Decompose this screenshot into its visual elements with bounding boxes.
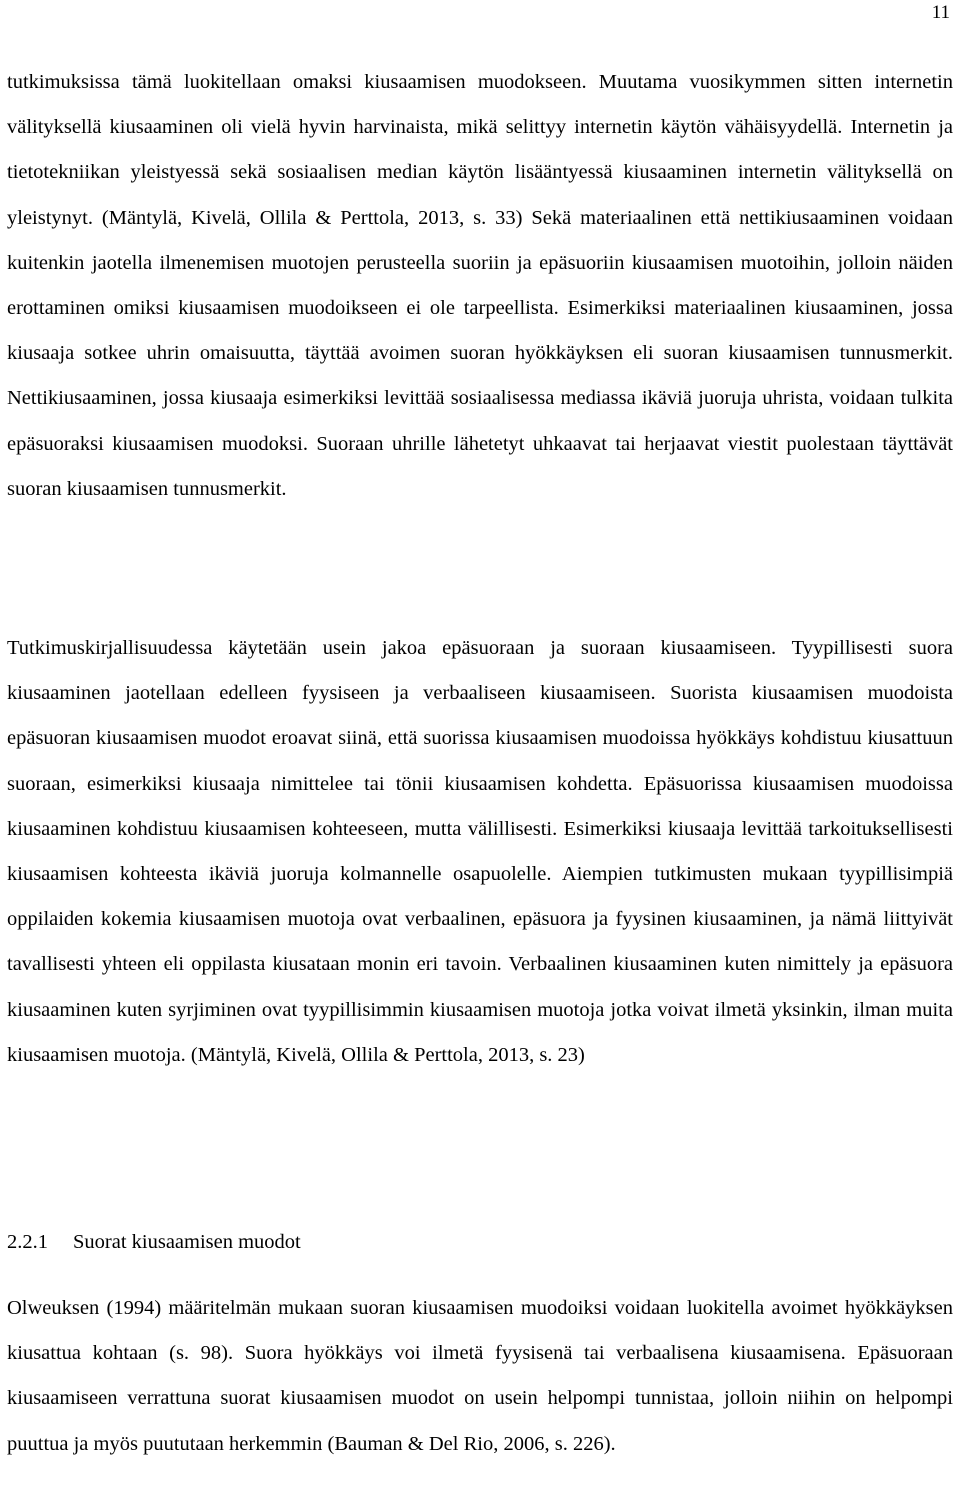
body-paragraph: Tutkimuskirjallisuudessa käytetään usein jakoa epäsuoraan ja suoraan kiusaamiseen. Tyypillisesti suora kiusaaminen jaotellaan edelleen fyysiseen ja verbaaliseen kiusaamiseen. Suorista kiusaamisen muodoista epäsuoran kiusaamisen muodot eroavat siinä, että suorissa kiusaamisen muodoissa hyökkäys kohdistuu kiusattuun suoraan, esimerkiksi kiusaaja nimittelee tai tönii kiusaamisen kohdetta. Epäsuorissa kiusaamisen muodoissa kiusaaminen kohdistuu kiusaamisen kohteeseen, mutta välillisesti. Esimerkiksi kiusaaja levittää tarkoituksellisesti kiusaamisen kohteesta ikäviä juoruja kolmannelle osapuolelle. Aiempien tutkimusten mukaan tyypillisimpiä oppilaiden kokemia kiusaamisen muotoja ovat verbaalinen, epäsuora ja fyysinen kiusaaminen, ja nämä liittyivät tavallisesti yhteen eli oppilasta kiusataan monin eri tavoin. Verbaalinen kiusaaminen kuten nimittely ja epäsuora kiusaaminen kuten syrjiminen ovat tyypillisimmin kiusaamisen muotoja jotka voivat ilmetä yksinkin, ilman muita kiusaamisen muotoja. (Mäntylä, Kivelä, Ollila & Perttola, 2013, s. 23) [7,637,953,1066]
section-title: Suorat kiusaamisen muodot [73,1231,301,1253]
page-number: 11 [931,2,950,23]
body-paragraph: Olweuksen (1994) määritelmän mukaan suoran kiusaamisen muodoiksi voidaan luokitella avoimet hyökkäyksen kiusattua kohtaan (s. 98). Suora hyökkäys voi ilmetä fyysisenä tai verbaalisena kiusaamisena. Epäsuoraan kiusaamiseen verrattuna suorat kiusaamisen muodot on usein helpompi tunnistaa, jolloin niihin on helpompi puuttua ja myös puututaan herkemmin (Bauman & Del Rio, 2006, s. 226). [7,1297,953,1455]
section-heading [7,1222,301,1262]
body-paragraph: tutkimuksissa tämä luokitellaan omaksi kiusaamisen muodokseen. Muutama vuosikymmen sitten internetin välityksellä kiusaaminen oli vielä hyvin harvinaista, mikä selittyy internetin käytön vähäisyydellä. Internetin ja tietotekniikan yleistyessä sekä sosiaalisen median käytön lisääntyessä kiusaaminen internetin välityksellä on yleistynyt. (Mäntylä, Kivelä, Ollila & Perttola, 2013, s. 33) Sekä materiaalinen että nettikiusaaminen voidaan kuitenkin jaotella ilmenemisen muotojen perusteella suoriin ja epäsuoriin kiusaamisen muotoihin, jolloin näiden erottaminen omiksi kiusaamisen muodoikseen ei ole tarpeellista. Esimerkiksi materiaalinen kiusaaminen, jossa kiusaaja sotkee uhrin omaisuutta, täyttää avoimen suoran hyökkäyksen eli suoran kiusaamisen tunnusmerkit. Nettikiusaaminen, jossa kiusaaja esimerkiksi levittää sosiaalisessa mediassa ikäviä juoruja uhrista, voidaan tulkita epäsuoraksi kiusaamisen muodoksi. Suoraan uhrille lähetetyt uhkaavat tai herjaavat viestit puolestaan täyttävät suoran kiusaamisen tunnusmerkit. [7,71,953,500]
section-number: 2.2.1 [7,1231,48,1253]
